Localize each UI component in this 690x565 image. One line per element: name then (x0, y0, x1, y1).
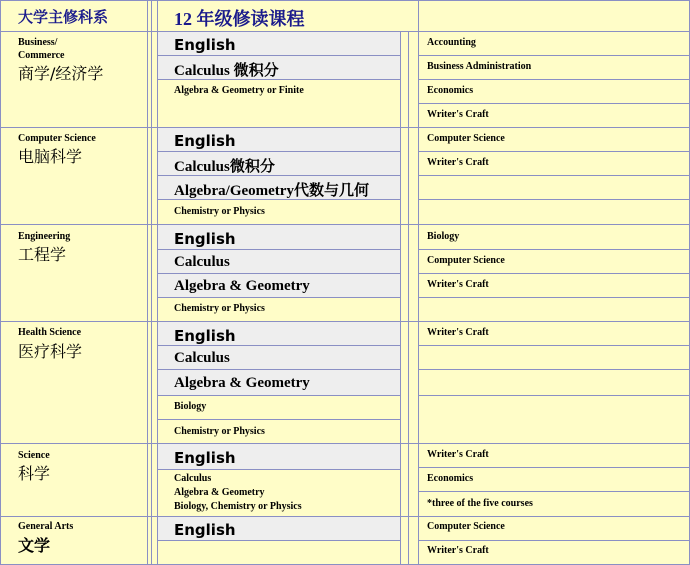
major-name-en: Business/ (18, 37, 58, 48)
grid-line (400, 31, 401, 565)
major-name-en: Health Science (18, 327, 82, 338)
grid-line (418, 55, 690, 56)
recommended-course: Economics (427, 473, 474, 484)
recommended-course: Computer Science (427, 133, 505, 144)
required-course: Chemistry or Physics (174, 206, 265, 217)
required-course: Chemistry or Physics (174, 426, 265, 437)
required-course: English (174, 327, 236, 345)
grid-line (418, 175, 690, 176)
recommended-course: Business Administration (427, 61, 532, 72)
grid-line (157, 419, 400, 420)
grid-line (418, 103, 690, 104)
recommended-course: Writer's Craft (427, 279, 489, 290)
required-course: Algebra/Geometry代数与几何 (174, 183, 369, 199)
grid-line (418, 345, 690, 346)
grid-line (157, 55, 400, 56)
grid-line (0, 443, 690, 444)
required-course: Biology, Chemistry or Physics (174, 501, 302, 512)
required-course: Calculus (174, 473, 212, 484)
grid-line (157, 395, 400, 396)
major-name-en: General Arts (18, 521, 74, 532)
major-name-zh: 科学 (18, 464, 51, 483)
major-name-en: Computer Science (18, 133, 96, 144)
required-course: Chemistry or Physics (174, 303, 265, 314)
grid-line (0, 31, 690, 32)
grid-line (418, 199, 690, 200)
required-course: Algebra & Geometry (174, 375, 310, 391)
required-course: English (174, 132, 236, 150)
grid-line (157, 0, 158, 565)
required-course: English (174, 36, 236, 54)
required-course: Calculus (174, 254, 230, 270)
grid-line (418, 395, 690, 396)
required-course: English (174, 521, 236, 539)
grid-line (0, 224, 690, 225)
required-course: Algebra & Geometry (174, 487, 265, 498)
grid-line (418, 297, 690, 298)
recommended-course: Biology (427, 231, 460, 242)
required-course: Algebra & Geometry (174, 278, 310, 294)
grid-line (157, 369, 400, 370)
major-name-en: Commerce (18, 50, 65, 61)
required-course: Calculus微积分 (174, 159, 275, 175)
grid-line (157, 345, 400, 346)
major-name-en: Engineering (18, 231, 71, 242)
recommended-course: Computer Science (427, 521, 505, 532)
grid-line (157, 151, 400, 152)
recommended-course: Writer's Craft (427, 449, 489, 460)
grid-line (0, 127, 690, 128)
recommended-course: Writer's Craft (427, 109, 489, 120)
grid-line (418, 79, 690, 80)
required-course: English (174, 449, 236, 467)
grid-line (418, 467, 690, 468)
grid-line (157, 469, 400, 470)
majors-column-title: 大学主修科系 (18, 10, 109, 26)
grid-line (151, 0, 152, 565)
grid-line (418, 491, 690, 492)
grid-line (0, 321, 690, 322)
grid-line (418, 369, 690, 370)
recommended-course: Computer Science (427, 255, 505, 266)
recommended-course: Accounting (427, 37, 476, 48)
grid-line (418, 151, 690, 152)
grid-line (157, 249, 400, 250)
grid-line (0, 0, 690, 1)
recommended-course: Writer's Craft (427, 157, 489, 168)
required-course: English (174, 230, 236, 248)
major-name-zh: 电脑科学 (18, 147, 83, 166)
recommended-course: Writer's Craft (427, 545, 489, 556)
major-name-zh: 工程学 (18, 245, 67, 264)
required-course: Biology (174, 401, 207, 412)
grid-line (157, 273, 400, 274)
grid-line (408, 31, 409, 565)
required-course: Calculus 微积分 (174, 63, 279, 79)
required-course: Calculus (174, 350, 230, 366)
major-name-en: Science (18, 450, 50, 461)
grid-line (418, 540, 690, 541)
courses-column-title: 12 年级修读课程 (174, 9, 305, 29)
recommended-course: Economics (427, 85, 474, 96)
required-course: Algebra & Geometry or Finite (174, 85, 304, 96)
recommended-course: Writer's Craft (427, 327, 489, 338)
grid-line (157, 297, 400, 298)
major-name-zh: 医疗科学 (18, 342, 83, 361)
grid-line (418, 249, 690, 250)
grid-line (418, 273, 690, 274)
grid-line (418, 0, 419, 565)
major-name-zh: 文学 (18, 536, 51, 555)
major-name-zh: 商学/经济学 (18, 64, 104, 83)
grid-line (157, 540, 400, 541)
grid-line (147, 0, 148, 565)
grid-line (0, 516, 690, 517)
recommended-course: *three of the five courses (427, 498, 533, 509)
grid-line (0, 0, 1, 565)
